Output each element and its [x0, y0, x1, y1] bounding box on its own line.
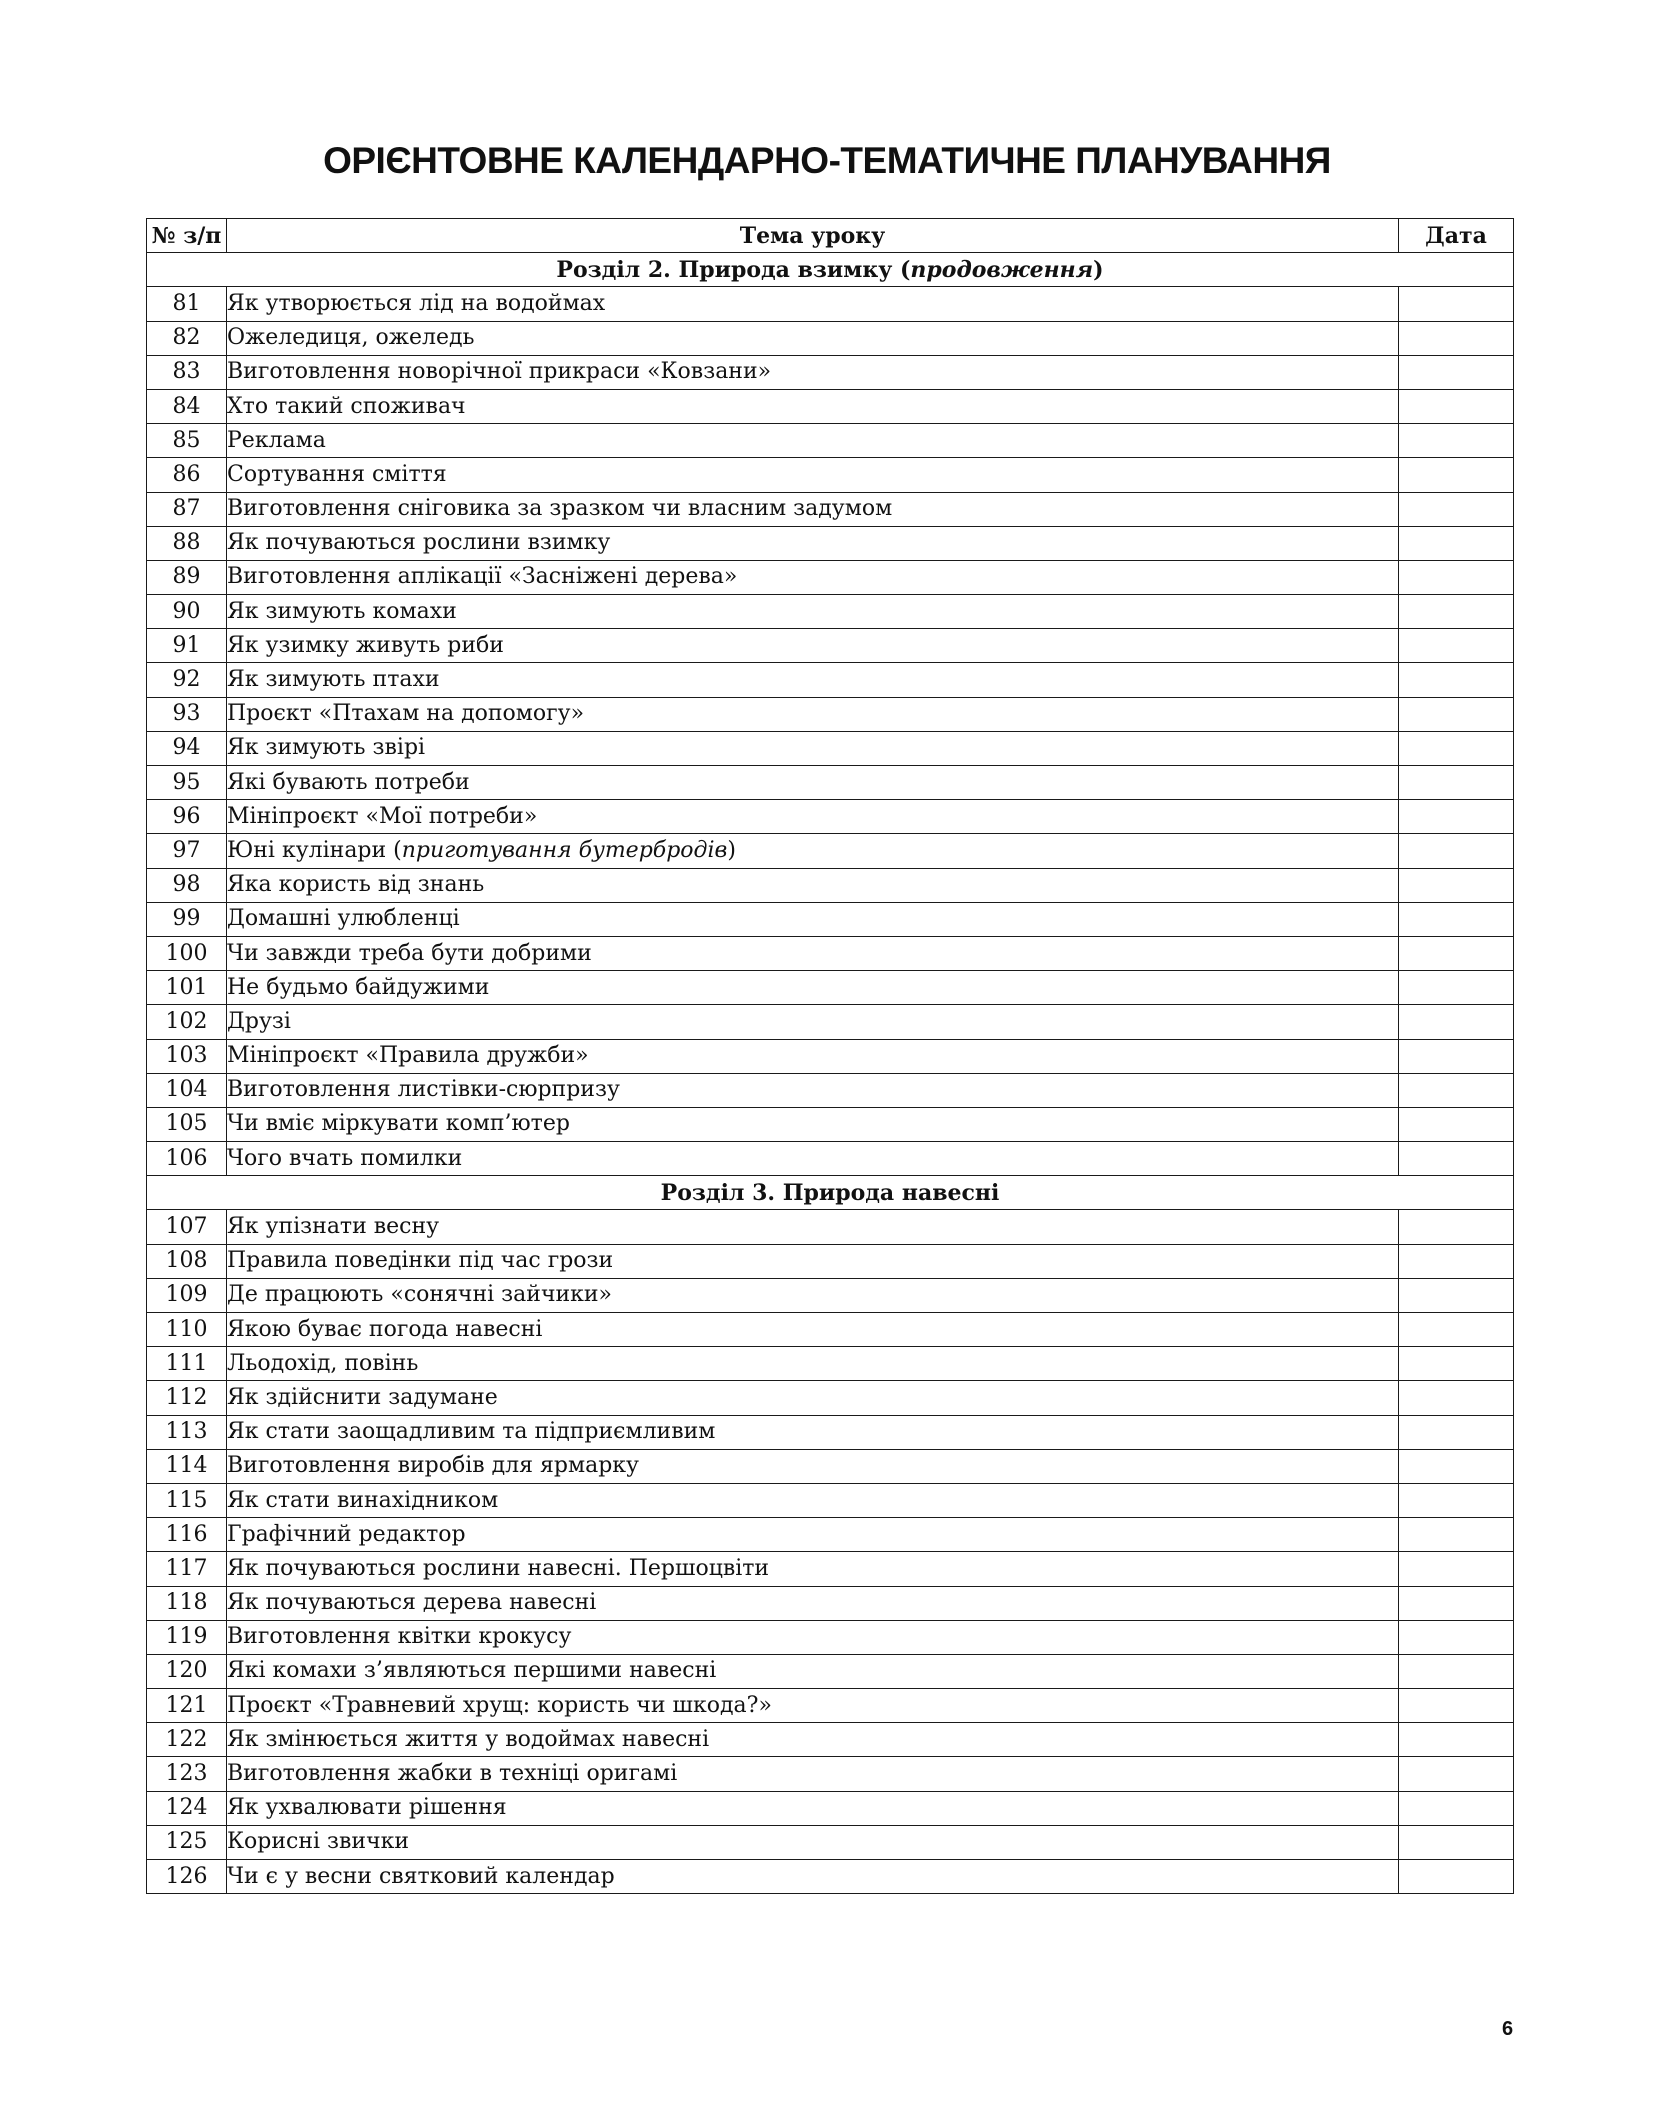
lesson-number: 89 — [147, 560, 227, 594]
table-row — [147, 1142, 1514, 1176]
lesson-topic — [227, 1620, 1399, 1654]
lesson-topic — [227, 902, 1399, 936]
lesson-date-cell[interactable] — [1399, 971, 1514, 1005]
lesson-date-cell[interactable] — [1399, 1483, 1514, 1517]
lesson-topic — [227, 1518, 1399, 1552]
lesson-date-cell[interactable] — [1399, 424, 1514, 458]
lesson-number: 84 — [147, 389, 227, 423]
lesson-number: 111 — [147, 1347, 227, 1381]
table-row — [147, 1586, 1514, 1620]
lesson-topic — [227, 1005, 1399, 1039]
lesson-number: 116 — [147, 1518, 227, 1552]
lesson-number: 104 — [147, 1073, 227, 1107]
lesson-number: 93 — [147, 697, 227, 731]
lesson-date-cell[interactable] — [1399, 1860, 1514, 1894]
lesson-topic — [227, 1825, 1399, 1859]
lesson-date-cell[interactable] — [1399, 1244, 1514, 1278]
lesson-topic-text: Як стати винахідником — [227, 1487, 499, 1513]
table-row — [147, 1723, 1514, 1757]
lesson-date-cell[interactable] — [1399, 1415, 1514, 1449]
lesson-number: 113 — [147, 1415, 227, 1449]
table-row — [147, 1381, 1514, 1415]
lesson-date-cell[interactable] — [1399, 1689, 1514, 1723]
lesson-date-cell[interactable] — [1399, 1449, 1514, 1483]
table-row — [147, 560, 1514, 594]
header-number: № з/п — [147, 219, 227, 253]
table-row — [147, 1860, 1514, 1894]
lesson-topic — [227, 1039, 1399, 1073]
lesson-number: 98 — [147, 868, 227, 902]
table-row — [147, 1347, 1514, 1381]
lesson-topic — [227, 1586, 1399, 1620]
table-row — [147, 1552, 1514, 1586]
table-row — [147, 971, 1514, 1005]
lesson-topic-text: Домашні улюбленці — [227, 906, 460, 932]
table-row — [147, 1210, 1514, 1244]
lesson-topic-text: Графічний редактор — [227, 1521, 466, 1547]
lesson-date-cell[interactable] — [1399, 1142, 1514, 1176]
table-row — [147, 287, 1514, 321]
lesson-topic-text: Чи завжди треба бути добрими — [227, 940, 592, 966]
lesson-number: 103 — [147, 1039, 227, 1073]
lesson-topic-text: Виготовлення новорічної прикраси «Ковзани» — [227, 359, 772, 385]
table-row — [147, 526, 1514, 560]
lesson-topic-text: Мініпроєкт «Мої потреби» — [227, 803, 538, 829]
lesson-number: 120 — [147, 1654, 227, 1688]
lesson-number: 126 — [147, 1860, 227, 1894]
lesson-date-cell[interactable] — [1399, 868, 1514, 902]
lesson-topic-text: Сортування сміття — [227, 461, 447, 487]
lesson-topic — [227, 868, 1399, 902]
lesson-topic-text: Хто такий споживач — [227, 393, 466, 419]
lesson-topic-text: Корисні звички — [227, 1829, 410, 1855]
lesson-date-cell[interactable] — [1399, 731, 1514, 765]
lesson-topic-text: Виготовлення жабки в техніці оригамі — [227, 1761, 678, 1787]
lesson-topic — [227, 834, 1399, 868]
lesson-number: 119 — [147, 1620, 227, 1654]
lesson-date-cell[interactable] — [1399, 287, 1514, 321]
lesson-topic-text: Проєкт «Птахам на допомогу» — [227, 701, 585, 727]
lesson-date-cell[interactable] — [1399, 526, 1514, 560]
lesson-topic — [227, 936, 1399, 970]
table-row — [147, 492, 1514, 526]
lesson-date-cell[interactable] — [1399, 1586, 1514, 1620]
table-body — [147, 253, 1514, 1894]
lesson-topic-text: Друзі — [227, 1008, 291, 1034]
lesson-date-cell[interactable] — [1399, 1552, 1514, 1586]
lesson-number: 99 — [147, 902, 227, 936]
table-row — [147, 1107, 1514, 1141]
lesson-topic — [227, 1415, 1399, 1449]
lesson-topic — [227, 1449, 1399, 1483]
lesson-topic-text: Як ухвалювати рішення — [227, 1795, 507, 1821]
lesson-topic — [227, 1210, 1399, 1244]
table-row — [147, 1654, 1514, 1688]
lesson-topic — [227, 1313, 1399, 1347]
lesson-topic-text: Правила поведінки під час грози — [227, 1248, 614, 1274]
table-row — [147, 1415, 1514, 1449]
lesson-topic — [227, 1791, 1399, 1825]
section-title-italic: продовження — [910, 256, 1094, 283]
lesson-topic-text: Як змінюється життя у водоймах навесні — [227, 1726, 710, 1752]
lesson-topic — [227, 1483, 1399, 1517]
lesson-topic — [227, 1552, 1399, 1586]
lesson-date-cell[interactable] — [1399, 492, 1514, 526]
section-title — [147, 1176, 1514, 1210]
lesson-number: 115 — [147, 1483, 227, 1517]
lesson-date-cell[interactable] — [1399, 1620, 1514, 1654]
section-title-text: Розділ 2. Природа взимку ( — [556, 256, 911, 283]
lesson-number: 88 — [147, 526, 227, 560]
lesson-number: 87 — [147, 492, 227, 526]
lesson-topic-text: Як почуваються рослини навесні. Першоцвіти — [227, 1555, 770, 1581]
lesson-topic-suffix: ) — [727, 837, 736, 863]
lesson-topic — [227, 389, 1399, 423]
lesson-number: 105 — [147, 1107, 227, 1141]
lesson-date-cell[interactable] — [1399, 1005, 1514, 1039]
lesson-date-cell[interactable] — [1399, 1757, 1514, 1791]
lesson-topic — [227, 458, 1399, 492]
table-row — [147, 1039, 1514, 1073]
lesson-topic — [227, 1860, 1399, 1894]
lesson-number: 108 — [147, 1244, 227, 1278]
lesson-topic — [227, 355, 1399, 389]
table-row — [147, 1757, 1514, 1791]
lesson-topic — [227, 1757, 1399, 1791]
lesson-topic — [227, 1689, 1399, 1723]
table-row — [147, 595, 1514, 629]
table-row — [147, 1518, 1514, 1552]
lesson-topic-text: Як здійснити задумане — [227, 1384, 498, 1410]
lesson-date-cell[interactable] — [1399, 936, 1514, 970]
lesson-number: 102 — [147, 1005, 227, 1039]
lesson-topic-text: Проєкт «Травневий хрущ: користь чи шкода?» — [227, 1692, 772, 1718]
lesson-number: 91 — [147, 629, 227, 663]
page-number: 6 — [1502, 2018, 1514, 2040]
lesson-number: 86 — [147, 458, 227, 492]
lesson-date-cell[interactable] — [1399, 834, 1514, 868]
lesson-date-cell[interactable] — [1399, 1073, 1514, 1107]
lesson-date-cell[interactable] — [1399, 1313, 1514, 1347]
table-row — [147, 868, 1514, 902]
table-row — [147, 697, 1514, 731]
table-row — [147, 766, 1514, 800]
lesson-date-cell[interactable] — [1399, 1210, 1514, 1244]
section-row — [147, 1176, 1514, 1210]
table-row — [147, 424, 1514, 458]
table-header-row — [147, 219, 1514, 253]
lesson-topic-text: Виготовлення виробів для ярмарку — [227, 1453, 639, 1479]
lesson-topic — [227, 1278, 1399, 1312]
lesson-number: 107 — [147, 1210, 227, 1244]
lesson-topic — [227, 424, 1399, 458]
table-row — [147, 1689, 1514, 1723]
lesson-topic-italic: приготування бутербродів — [401, 837, 728, 863]
lesson-number: 100 — [147, 936, 227, 970]
lesson-number: 118 — [147, 1586, 227, 1620]
lesson-topic — [227, 766, 1399, 800]
table-row — [147, 731, 1514, 765]
lesson-topic — [227, 1073, 1399, 1107]
lesson-date-cell[interactable] — [1399, 1791, 1514, 1825]
lesson-topic-text: Де працюють «сонячні зайчики» — [227, 1282, 613, 1308]
table-row — [147, 629, 1514, 663]
lesson-topic-text: Виготовлення квітки крокусу — [227, 1624, 572, 1650]
lesson-topic-text: Чи вміє міркувати комп’ютер — [227, 1111, 570, 1137]
lesson-number: 123 — [147, 1757, 227, 1791]
lesson-number: 101 — [147, 971, 227, 1005]
lesson-topic — [227, 560, 1399, 594]
lesson-number: 106 — [147, 1142, 227, 1176]
lesson-topic — [227, 1107, 1399, 1141]
lesson-date-cell[interactable] — [1399, 902, 1514, 936]
lesson-date-cell[interactable] — [1399, 1825, 1514, 1859]
lesson-topic-text: Чого вчать помилки — [227, 1145, 463, 1171]
lesson-topic — [227, 1142, 1399, 1176]
lesson-date-cell[interactable] — [1399, 458, 1514, 492]
lesson-topic-text: Виготовлення листівки-сюрпризу — [227, 1077, 620, 1103]
table-row — [147, 834, 1514, 868]
lesson-date-cell[interactable] — [1399, 389, 1514, 423]
lesson-date-cell[interactable] — [1399, 1278, 1514, 1312]
header-date: Дата — [1399, 219, 1514, 253]
table-row — [147, 1073, 1514, 1107]
table-row — [147, 936, 1514, 970]
lesson-topic — [227, 1723, 1399, 1757]
lesson-date-cell[interactable] — [1399, 766, 1514, 800]
lesson-number: 97 — [147, 834, 227, 868]
lesson-number: 112 — [147, 1381, 227, 1415]
lesson-number: 85 — [147, 424, 227, 458]
table-row — [147, 389, 1514, 423]
lesson-date-cell[interactable] — [1399, 321, 1514, 355]
lesson-date-cell[interactable] — [1399, 1654, 1514, 1688]
lesson-number: 96 — [147, 800, 227, 834]
lesson-topic-text: Як стати заощадливим та підприємливим — [227, 1419, 716, 1445]
lesson-date-cell[interactable] — [1399, 1518, 1514, 1552]
planning-table — [146, 218, 1514, 1894]
lesson-date-cell[interactable] — [1399, 663, 1514, 697]
lesson-number: 95 — [147, 766, 227, 800]
section-title-text: Розділ 3. Природа навесні — [660, 1179, 1000, 1206]
table-row — [147, 902, 1514, 936]
lesson-topic-text: Як почуваються рослини взимку — [227, 530, 611, 556]
lesson-topic-text: Як почуваються дерева навесні — [227, 1590, 597, 1616]
lesson-number: 109 — [147, 1278, 227, 1312]
table-row — [147, 1791, 1514, 1825]
section-row — [147, 253, 1514, 287]
lesson-date-cell[interactable] — [1399, 560, 1514, 594]
lesson-topic-text: Чи є у весни святковий календар — [227, 1863, 615, 1889]
lesson-number: 125 — [147, 1825, 227, 1859]
lesson-topic-text: Які бувають потреби — [227, 769, 470, 795]
lesson-topic-text: Як узимку живуть риби — [227, 632, 504, 658]
table-row — [147, 321, 1514, 355]
lesson-topic — [227, 663, 1399, 697]
lesson-topic-text: Які комахи з’являються першими навесні — [227, 1658, 717, 1684]
section-title-suffix: ) — [1093, 256, 1104, 283]
lesson-topic-text: Як зимують звірі — [227, 735, 426, 761]
table-row — [147, 1620, 1514, 1654]
lesson-topic-text: Юні кулінари ( — [227, 837, 402, 863]
lesson-date-cell[interactable] — [1399, 1347, 1514, 1381]
lesson-date-cell[interactable] — [1399, 629, 1514, 663]
table-row — [147, 458, 1514, 492]
lesson-topic — [227, 1654, 1399, 1688]
table-row — [147, 663, 1514, 697]
lesson-topic — [227, 321, 1399, 355]
lesson-topic — [227, 595, 1399, 629]
lesson-topic-text: Ожеледиця, ожеледь — [227, 325, 475, 351]
lesson-topic-text: Мініпроєкт «Правила дружби» — [227, 1043, 589, 1069]
lesson-number: 94 — [147, 731, 227, 765]
lesson-date-cell[interactable] — [1399, 595, 1514, 629]
table-row — [147, 1483, 1514, 1517]
table-row — [147, 1005, 1514, 1039]
lesson-topic-text: Як утворюється лід на водоймах — [227, 290, 606, 316]
lesson-number: 122 — [147, 1723, 227, 1757]
lesson-topic-text: Виготовлення сніговика за зразком чи власним задумом — [227, 496, 893, 522]
table-row — [147, 1244, 1514, 1278]
table-row — [147, 1825, 1514, 1859]
section-title — [147, 253, 1514, 287]
lesson-topic — [227, 492, 1399, 526]
table-row — [147, 1313, 1514, 1347]
lesson-number: 83 — [147, 355, 227, 389]
lesson-topic — [227, 1347, 1399, 1381]
lesson-topic-text: Як упізнати весну — [227, 1214, 440, 1240]
lesson-topic — [227, 287, 1399, 321]
lesson-topic — [227, 1244, 1399, 1278]
lesson-number: 121 — [147, 1689, 227, 1723]
lesson-number: 114 — [147, 1449, 227, 1483]
lesson-topic — [227, 697, 1399, 731]
table-row — [147, 355, 1514, 389]
lesson-date-cell[interactable] — [1399, 1107, 1514, 1141]
lesson-topic-text: Як зимують комахи — [227, 598, 457, 624]
table-row — [147, 1278, 1514, 1312]
lesson-date-cell[interactable] — [1399, 1381, 1514, 1415]
lesson-number: 81 — [147, 287, 227, 321]
lesson-number: 124 — [147, 1791, 227, 1825]
lesson-topic-text: Якою буває погода навесні — [227, 1316, 543, 1342]
lesson-topic — [227, 1381, 1399, 1415]
lesson-topic-text: Яка користь від знань — [227, 872, 485, 898]
lesson-topic — [227, 800, 1399, 834]
lesson-number: 92 — [147, 663, 227, 697]
lesson-number: 82 — [147, 321, 227, 355]
lesson-date-cell[interactable] — [1399, 697, 1514, 731]
lesson-number: 117 — [147, 1552, 227, 1586]
page-title: ОРІЄНТОВНЕ КАЛЕНДАРНО-ТЕМАТИЧНЕ ПЛАНУВАННЯ — [323, 140, 1331, 181]
lesson-topic-text: Як зимують птахи — [227, 667, 440, 693]
lesson-date-cell[interactable] — [1399, 800, 1514, 834]
table-row — [147, 800, 1514, 834]
table-row — [147, 1449, 1514, 1483]
lesson-number: 110 — [147, 1313, 227, 1347]
lesson-date-cell[interactable] — [1399, 355, 1514, 389]
lesson-topic — [227, 731, 1399, 765]
lesson-topic-text: Льодохід, повінь — [227, 1350, 419, 1376]
header-topic: Тема уроку — [227, 219, 1399, 253]
lesson-topic-text: Реклама — [227, 427, 326, 453]
lesson-date-cell[interactable] — [1399, 1723, 1514, 1757]
lesson-topic — [227, 971, 1399, 1005]
lesson-date-cell[interactable] — [1399, 1039, 1514, 1073]
lesson-number: 90 — [147, 595, 227, 629]
lesson-topic-text: Не будьмо байдужими — [227, 974, 490, 1000]
lesson-topic — [227, 526, 1399, 560]
lesson-topic — [227, 629, 1399, 663]
lesson-topic-text: Виготовлення аплікації «Засніжені дерева» — [227, 564, 738, 590]
